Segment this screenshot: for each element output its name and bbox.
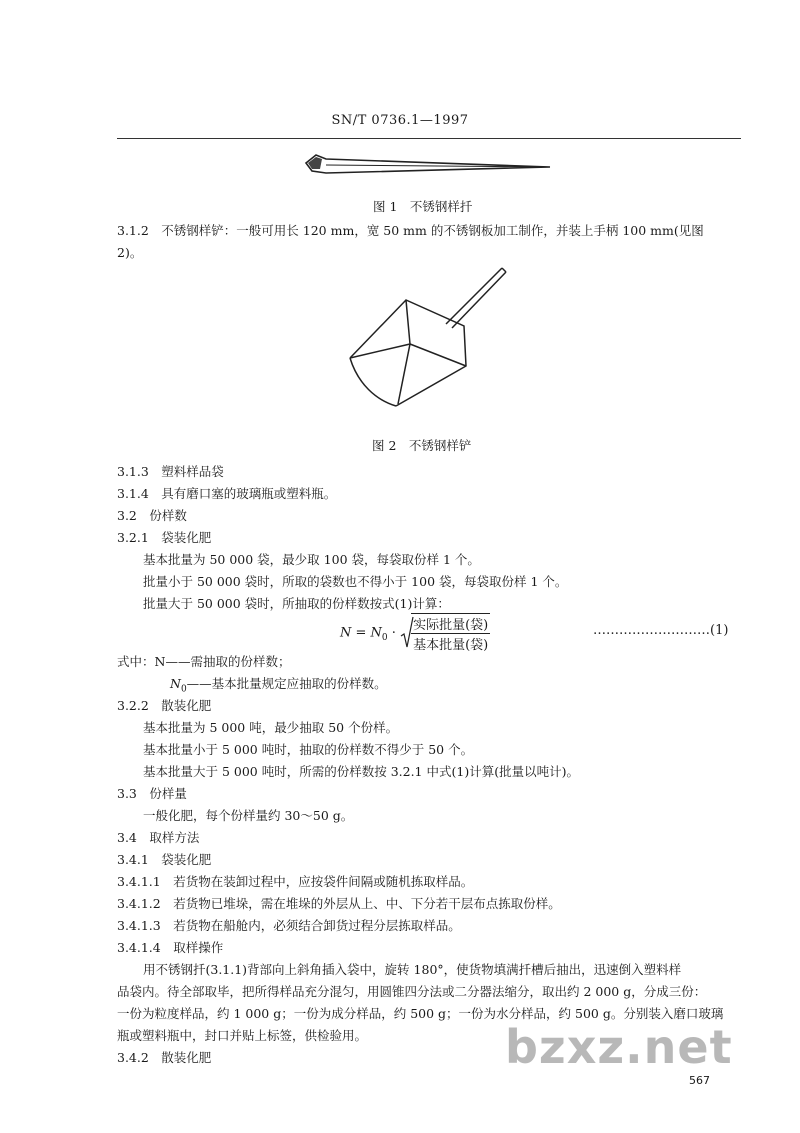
clause-3-4-1: 3.4.1 袋装化肥 (117, 852, 212, 867)
n0-symbol: N (170, 676, 181, 691)
sampling-probe-figure (300, 145, 560, 185)
paragraph-bulk-less: 基本批量小于 5 000 吨时，抽取的份样数不得少于 50 个。 (143, 742, 474, 757)
paragraph-sample-amount: 一般化肥，每个份样量约 30～50 g。 (143, 808, 354, 823)
paragraph-operation-3: 一份为粒度样品，约 1 000 g；一份为成分样品，约 500 g；一份为水分样品，约 500 g。分别装入磨口玻璃 (117, 1006, 724, 1021)
figure-2-caption: 图 2 不锈钢样铲 (372, 438, 472, 453)
page-number: 567 (689, 1074, 710, 1087)
paragraph-operation-1: 用不锈钢扦(3.1.1)背部向上斜角插入袋中，旋转 180°，使货物填满扦槽后抽出，迅速倒入塑料样 (143, 962, 682, 977)
clause-3-2: 3.2 份样数 (117, 508, 187, 523)
clause-3-4-1-3: 3.4.1.3 若货物在船舱内，必须结合卸货过程分层拣取样品。 (117, 918, 461, 933)
clause-3-2-1: 3.2.1 袋装化肥 (117, 530, 212, 545)
formula-1 (340, 613, 490, 653)
formula-fraction (411, 613, 490, 653)
formula-numerator: 实际批量(袋) (411, 614, 490, 634)
formula-lhs-subscript: 0 (381, 633, 388, 644)
clause-3-1-2-line-1: 3.1.2 不锈钢样铲：一般可用长 120 mm，宽 50 mm 的不锈钢板加工制作，并装上手柄 100 mm(见图 (117, 223, 704, 238)
header-rule (117, 138, 741, 139)
watermark: bzxz.net (505, 1020, 733, 1074)
formula-where-n0 (170, 674, 387, 695)
paragraph-base-lot: 基本批量为 50 000 袋，最少取 100 袋，每袋取份样 1 个。 (143, 552, 480, 567)
formula-lhs: N = N (340, 625, 382, 641)
paragraph-bulk-more: 基本批量大于 5 000 吨时，所需的份样数按 3.2.1 中式(1)计算(批量以吨计)。 (143, 764, 579, 779)
paragraph-operation-2: 品袋内。待全部取毕，把所得样品充分混匀，用圆锥四分法或二分器法缩分，取出约 2 000 g，分成三份： (117, 984, 707, 999)
formula-where-n: 式中：N——需抽取的份样数； (117, 654, 291, 669)
clause-3-1-2-line-2: 2)。 (117, 245, 143, 260)
sampling-scoop-figure (340, 262, 520, 412)
document-header: SN/T 0736.1—1997 (331, 113, 469, 128)
paragraph-bulk-base: 基本批量为 5 000 吨，最少抽取 50 个份样。 (143, 720, 399, 735)
formula-denominator: 基本批量(袋) (413, 638, 489, 653)
paragraph-lot-less: 批量小于 50 000 袋时，所取的袋数也不得小于 100 袋，每袋取份样 1 个。 (143, 574, 568, 589)
clause-3-3: 3.3 份样量 (117, 786, 187, 801)
clause-3-1-3: 3.1.3 塑料样品袋 (117, 464, 224, 479)
clause-3-4-1-4: 3.4.1.4 取样操作 (117, 940, 224, 955)
clause-3-4: 3.4 取样方法 (117, 830, 200, 845)
clause-3-1-4: 3.1.4 具有磨口塞的玻璃瓶或塑料瓶。 (117, 486, 337, 501)
paragraph-operation-4: 瓶或塑料瓶中，封口并贴上标签，供检验用。 (117, 1028, 368, 1043)
n0-subscript: 0 (180, 684, 187, 695)
formula-number: ………………………(1) (593, 623, 729, 638)
paragraph-lot-more: 批量大于 50 000 袋时，所抽取的份样数按式(1)计算： (143, 596, 450, 611)
clause-3-2-2: 3.2.2 散装化肥 (117, 698, 212, 713)
formula-dot: · (387, 625, 396, 641)
clause-3-4-1-2: 3.4.1.2 若货物已堆垛，需在堆垛的外层从上、中、下分若干层布点拣取份样。 (117, 896, 561, 911)
figure-1-caption: 图 1 不锈钢样扦 (373, 199, 473, 214)
clause-3-4-1-1: 3.4.1.1 若货物在装卸过程中，应按袋件间隔或随机拣取样品。 (117, 874, 474, 889)
n0-description: ——基本批量规定应抽取的份样数。 (186, 676, 387, 691)
clause-3-4-2: 3.4.2 散装化肥 (117, 1050, 212, 1065)
